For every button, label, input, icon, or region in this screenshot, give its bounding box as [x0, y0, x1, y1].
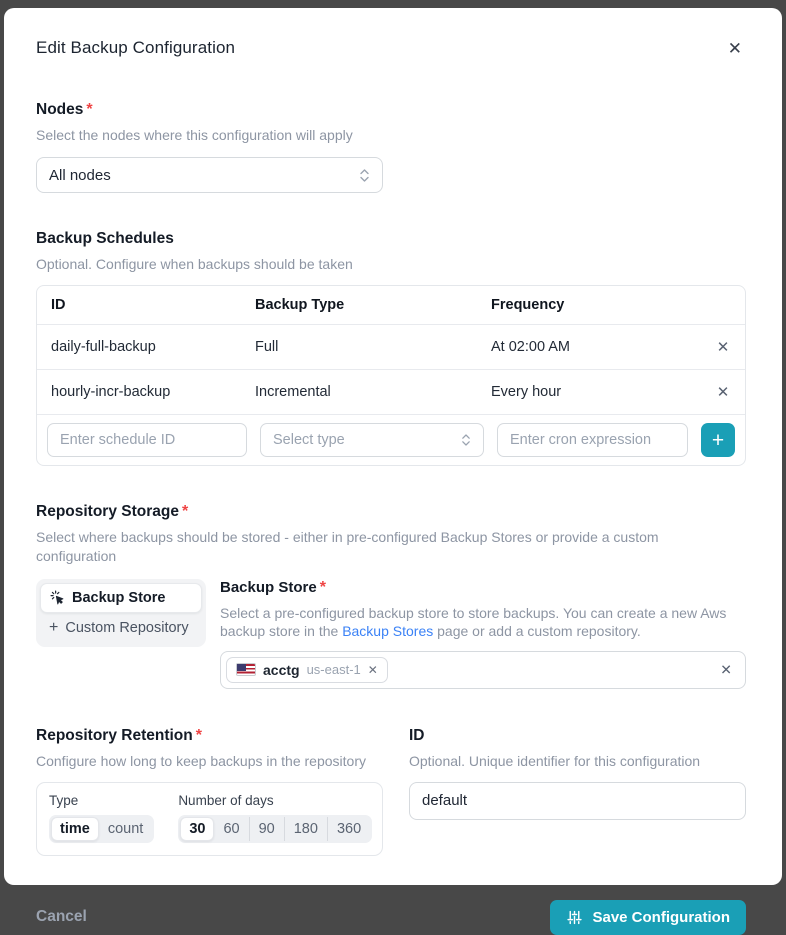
- required-asterisk: *: [86, 101, 93, 118]
- tab-backup-store-label: Backup Store: [72, 589, 166, 606]
- required-asterisk: *: [195, 726, 202, 744]
- nodes-section: [36, 101, 746, 193]
- backup-stores-link[interactable]: Backup Stores: [342, 623, 434, 640]
- schedules-label: Backup Schedules: [36, 230, 174, 248]
- storage-tab-group: [36, 579, 206, 647]
- clear-selection-icon[interactable]: ✕: [720, 661, 732, 678]
- tab-custom-repository-label: Custom Repository: [65, 619, 189, 636]
- retention-type-segmented: [49, 815, 154, 843]
- cursor-click-icon: [50, 590, 65, 605]
- backup-store-label: Backup Store *: [220, 578, 326, 596]
- required-asterisk: *: [319, 578, 326, 596]
- nodes-select-value: All nodes: [49, 166, 111, 184]
- add-schedule-button[interactable]: +: [701, 423, 735, 457]
- schedule-type-placeholder: Select type: [273, 432, 345, 449]
- schedule-type: Incremental: [255, 384, 331, 401]
- schedules-table-header: [37, 286, 745, 324]
- plus-icon: +: [49, 618, 59, 636]
- schedule-cron-input[interactable]: [497, 423, 688, 457]
- edit-backup-configuration-modal: [4, 8, 782, 926]
- schedule-type: Full: [255, 339, 279, 356]
- retention-type-label: Type: [49, 792, 79, 808]
- repository-storage-description: Select where backups should be stored - either in pre-configured Backup Stores or provide a custom configuration: [36, 529, 659, 564]
- nodes-description: Select the nodes where this configuration will apply: [36, 127, 353, 143]
- retention-type-group: [49, 793, 154, 843]
- backup-store-chip: [226, 657, 388, 683]
- table-row: [37, 369, 745, 414]
- schedules-description: Optional. Configure when backups should be taken: [36, 256, 353, 273]
- save-configuration-button[interactable]: [550, 900, 746, 935]
- required-asterisk: *: [181, 503, 189, 521]
- backup-store-description: Select a pre-configured backup store to store backups. You can create a new Aws backup store in the Backup Stores page or add a custom repository.: [220, 604, 727, 640]
- schedule-add-row: [37, 414, 745, 465]
- nodes-label: Nodes *: [36, 101, 93, 118]
- table-row: [37, 324, 745, 369]
- column-header-type: Backup Type: [255, 297, 345, 314]
- retention-box: [36, 782, 383, 856]
- retention-type-option-count[interactable]: count: [107, 820, 144, 837]
- schedules-section: [36, 230, 746, 466]
- us-flag-icon: [236, 663, 256, 676]
- cancel-button[interactable]: Cancel: [36, 908, 87, 926]
- column-header-frequency: Frequency: [491, 297, 565, 314]
- remove-schedule-icon[interactable]: ✕: [716, 384, 730, 402]
- retention-days-option-180[interactable]: 180: [284, 817, 327, 841]
- schedule-frequency: Every hour: [491, 384, 562, 401]
- tab-backup-store[interactable]: [40, 583, 202, 613]
- column-header-id: ID: [51, 297, 66, 314]
- schedule-type-select[interactable]: [260, 423, 484, 457]
- schedule-id: daily-full-backup: [51, 339, 156, 356]
- repository-storage-section: [36, 503, 746, 688]
- repository-retention-section: [36, 727, 383, 856]
- schedule-id: hourly-incr-backup: [51, 384, 171, 401]
- nodes-select[interactable]: [36, 157, 383, 193]
- retention-days-group: [178, 793, 372, 843]
- id-section: [409, 727, 746, 856]
- chip-name: acctg: [263, 661, 300, 678]
- modal-header: [36, 38, 746, 59]
- remove-schedule-icon[interactable]: ✕: [716, 339, 730, 357]
- retention-days-option-30[interactable]: 30: [180, 817, 214, 841]
- tab-custom-repository[interactable]: [40, 613, 202, 643]
- retention-days-option-90[interactable]: 90: [249, 817, 284, 841]
- backup-store-select[interactable]: [220, 651, 746, 689]
- repository-retention-label: Repository Retention *: [36, 726, 202, 744]
- chevron-updown-icon: [461, 433, 471, 447]
- sliders-icon: [566, 909, 583, 926]
- schedule-frequency: At 02:00 AM: [491, 339, 570, 356]
- id-description: Optional. Unique identifier for this configuration: [409, 752, 701, 769]
- retention-days-option-60[interactable]: 60: [223, 820, 240, 837]
- retention-days-label: Number of days: [178, 792, 274, 808]
- chip-region: us-east-1: [306, 662, 361, 678]
- chip-remove-icon[interactable]: ✕: [367, 662, 378, 677]
- repository-retention-description: Configure how long to keep backups in the repository: [36, 752, 366, 769]
- retention-type-option-time[interactable]: time: [51, 817, 99, 841]
- modal-footer: [36, 900, 746, 935]
- backup-store-panel: [220, 579, 746, 689]
- save-configuration-label: Save Configuration: [592, 908, 730, 926]
- modal-title: Edit Backup Configuration: [36, 38, 236, 57]
- id-label: ID: [409, 726, 425, 744]
- configuration-id-input[interactable]: [409, 782, 746, 820]
- retention-days-option-360[interactable]: 360: [327, 817, 370, 841]
- retention-days-segmented: [178, 815, 372, 843]
- schedules-table: [36, 285, 746, 466]
- chevron-updown-icon: [359, 168, 370, 183]
- repository-storage-label: Repository Storage *: [36, 503, 189, 521]
- close-icon[interactable]: ✕: [724, 38, 746, 59]
- schedule-id-input[interactable]: [47, 423, 247, 457]
